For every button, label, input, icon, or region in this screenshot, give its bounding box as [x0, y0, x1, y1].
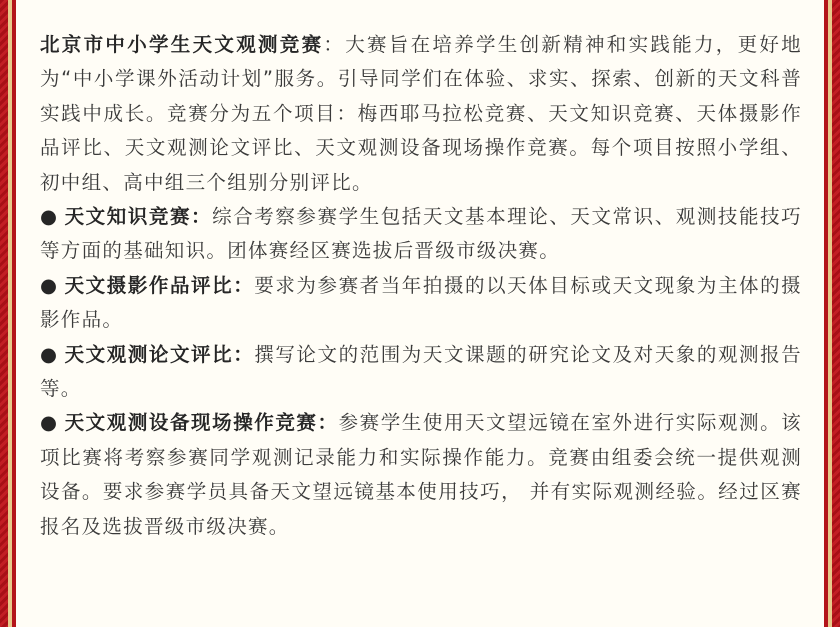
- item-separator: ：: [233, 273, 255, 297]
- intro-text: 大赛旨在培养学生创新精神和实践能力，更好地为“中小学课外活动计划”服务。引导同学们在体验、求实、探索、创新的天文科普实践中成长。竞赛分为五个项目：梅西耶马拉松竞赛、天文知识竞赛、天体摄影作品评比、天文观测论文评比、天文观测设备现场操作竞赛。每个项目按照小学组、初中组、高中组三个组别分别评比。: [40, 33, 802, 194]
- item-text: 要求为参赛者当年拍摄的以天体目标或天文现象为主体的摄影作品。: [40, 273, 802, 332]
- bullet-icon: ●: [40, 342, 59, 366]
- item-title: 天文摄影作品评比: [64, 273, 234, 297]
- intro-paragraph: [40, 28, 802, 200]
- bullet-icon: ●: [40, 273, 59, 297]
- list-item-photography: [40, 269, 802, 338]
- intro-title: 北京市中小学生天文观测竞赛: [40, 33, 324, 56]
- item-title: 天文知识竞赛: [64, 205, 192, 229]
- item-title: 天文观测论文评比: [64, 342, 234, 366]
- article-body: [40, 28, 802, 544]
- decorative-border-left: [0, 0, 12, 627]
- item-separator: ：: [317, 411, 339, 435]
- decorative-border-right: [828, 0, 840, 627]
- item-text: 综合考察参赛学生包括天文基本理论、天文常识、观测技能技巧等方面的基础知识。团体赛经区赛选拔后晋级市级决赛。: [40, 205, 802, 263]
- bullet-icon: ●: [40, 205, 59, 229]
- item-text: 参赛学生使用天文望远镜在室外进行实际观测。该项比赛将考察参赛同学观测记录能力和实际操作能力。竞赛由组委会统一提供观测设备。要求参赛学员具备天文望远镜基本使用技巧， 并有实际观测经验。经过区赛报名及选拔晋级市级决赛。: [40, 411, 802, 538]
- article-panel: [16, 0, 824, 627]
- list-item-knowledge-contest: [40, 200, 802, 269]
- item-separator: ：: [191, 205, 213, 229]
- bullet-icon: ●: [40, 411, 59, 435]
- list-item-equipment-operation: [40, 406, 802, 544]
- item-text: 撰写论文的范围为天文课题的研究论文及对天象的观测报告等。: [40, 342, 802, 401]
- item-separator: ：: [233, 342, 255, 366]
- item-title: 天文观测设备现场操作竞赛: [64, 411, 318, 435]
- list-item-paper-review: [40, 338, 802, 407]
- intro-separator: ：: [323, 33, 346, 56]
